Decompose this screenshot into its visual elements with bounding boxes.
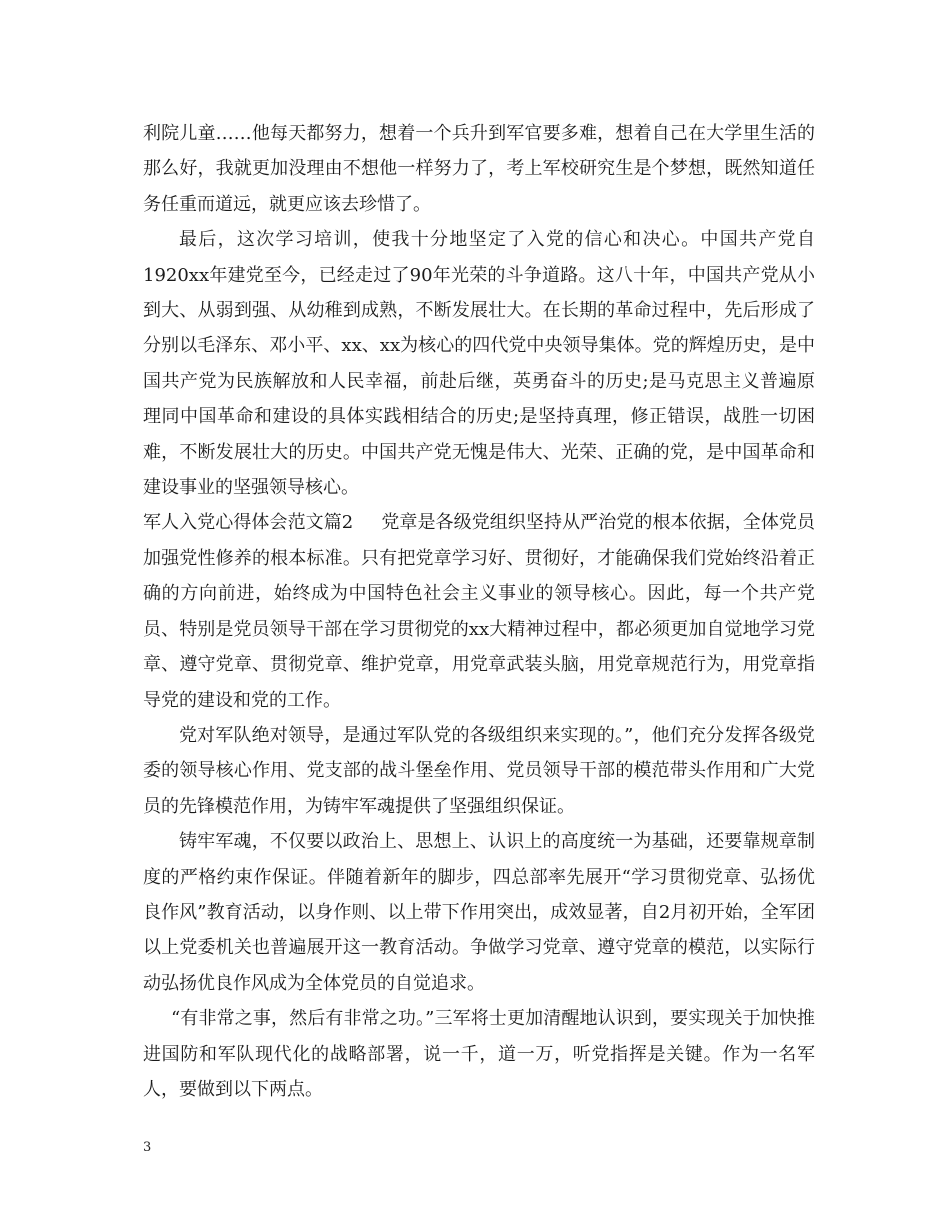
page-number: 3 [143, 1140, 152, 1155]
paragraph-2: 最后，这次学习培训，使我十分地坚定了入党的信心和决心。中国共产党自1920xx年建党至今，已经走过了90年光荣的斗争道路。这八十年，中国共产党从小到大、从弱到强、从幼稚到成熟，不断发展壮大。在长期的革命过程中，先后形成了分别以毛泽东、邓小平、xx、xx为核心的四代党中央领导集体。党的辉煌历史，是中国共产党为民族解放和人民幸福，前赴后继，英勇奋斗的历史;是马克思主义普遍原理同中国革命和建设的具体实践相结合的历史;是坚持真理，修正错误，战胜一切困难，不断发展壮大的历史。中国共产党无愧是伟大、光荣、正确的党，是中国革命和建设事业的坚强领导核心。 [143, 229, 815, 499]
paragraph-4: 党对军队绝对领导，是通过军队党的各级组织来实现的。”，他们充分发挥各级党委的领导核心作用、党支部的战斗堡垒作用、党员领导干部的模范带头作用和广大党员的先锋模范作用，为铸牢军魂提供了坚强组织保证。 [143, 724, 815, 817]
paragraph-5: 铸牢军魂，不仅要以政治上、思想上、认识上的高度统一为基础，还要靠规章制度的严格约束作保证。伴随着新年的脚步，四总部率先展开“学习贯彻党章、弘扬优良作风”教育活动，以身作则、以上带下作用突出，成效显著，自2月初开始，全军团以上党委机关也普遍展开这一教育活动。争做学习党章、遵守党章的模范，以实际行动弘扬优良作风成为全体党员的自觉追求。 [143, 831, 815, 994]
section-heading: 军人入党心得体会范文篇2 [143, 512, 354, 534]
paragraph-6: “有非常之事，然后有非常之功。”三军将士更加清醒地认识到，要实现关于加快推进国防和军队现代化的战略部署，说一千，道一万，听党指挥是关键。作为一名军人，要做到以下两点。 [143, 1008, 815, 1100]
paragraph-3 [143, 505, 815, 717]
paragraph-1: 利院儿童……他每天都努力，想着一个兵升到军官要多难，想着自己在大学里生活的那么好，我就更加没理由不想他一样努力了，考上军校研究生是个梦想，既然知道任务任重而道远，就更应该去珍惜了。 [143, 123, 815, 215]
paragraph-3-text: 党章是各级党组织坚持从严治党的根本依据，全体党员加强党性修养的根本标准。只有把党章学习好、贯彻好，才能确保我们党始终沿着正确的方向前进，始终成为中国特色社会主义事业的领导核心。因此，每一个共产党员、特别是党员领导干部在学习贯彻党的xx大精神过程中，都必须更加自觉地学习党章、遵守党章、贯彻党章、维护党章，用党章武装头脑，用党章规范行为，用党章指导党的建设和党的工作。 [143, 512, 816, 711]
document-body [143, 116, 815, 1107]
